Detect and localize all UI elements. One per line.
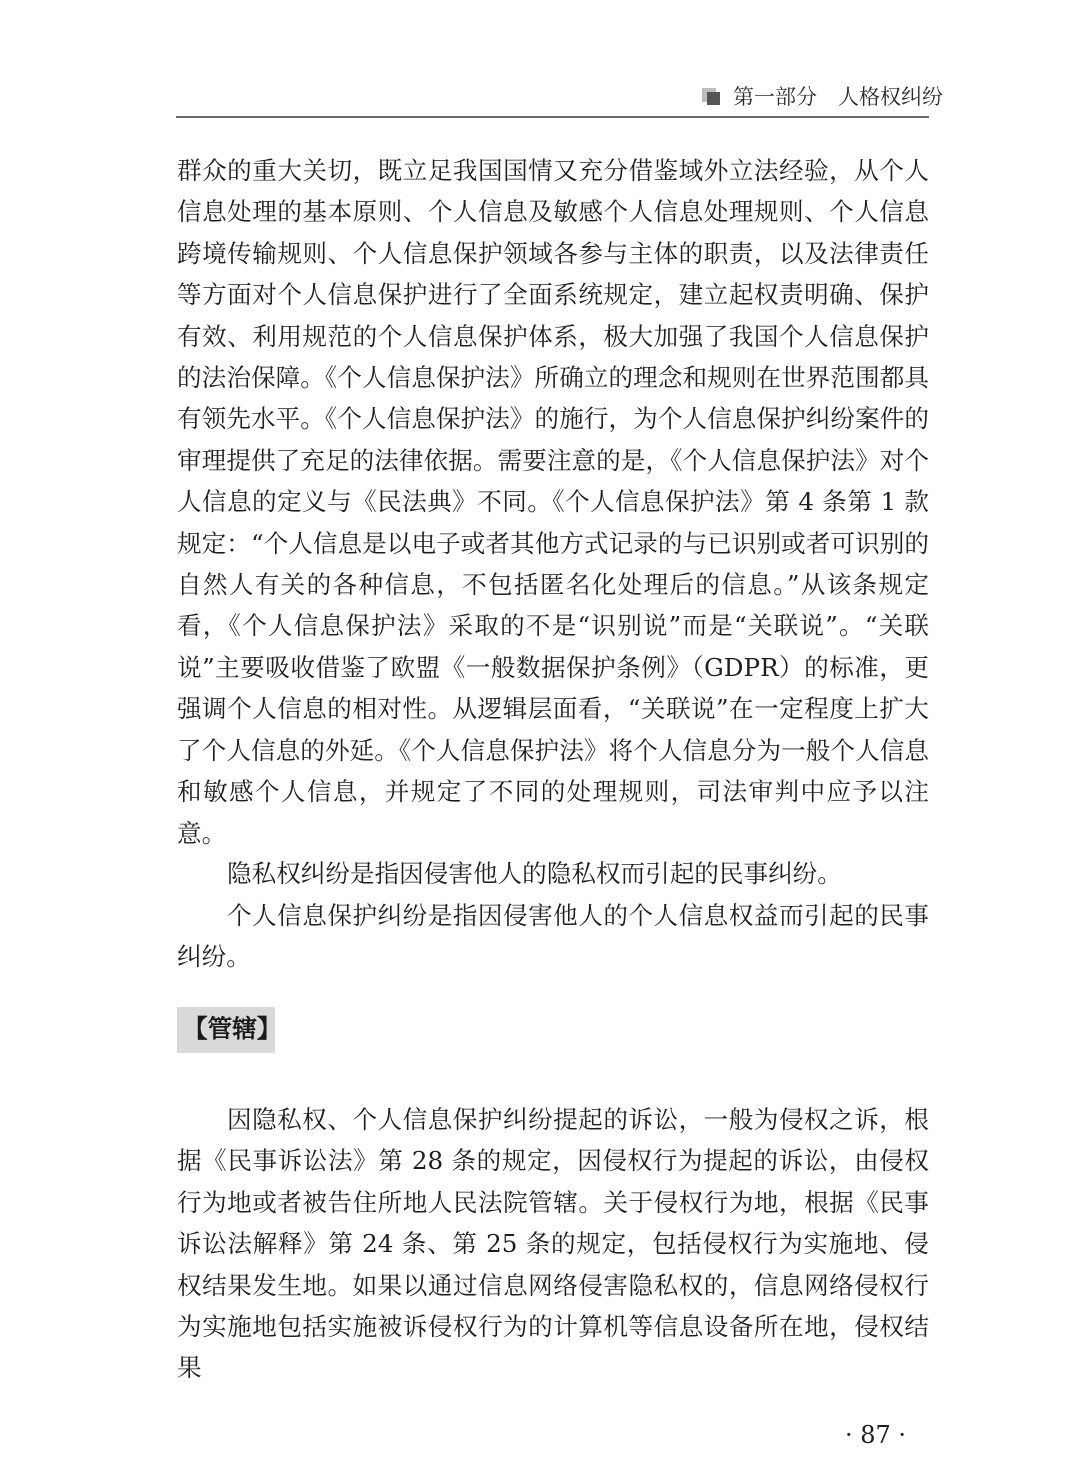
section-heading: 【管辖】 (183, 1014, 282, 1043)
header-title: 第一部分 人格权纠纷 (733, 85, 943, 109)
header-divider (176, 116, 929, 118)
body-paragraph-3: 个人信息保护纠纷是指因侵害他人的个人信息权益而引起的民事纠纷。 (177, 901, 929, 972)
page-number: · 87 · (845, 1421, 907, 1449)
body-paragraph-2: 隐私权纠纷是指因侵害他人的隐私权而引起的民事纠纷。 (227, 859, 842, 888)
header-square-icon (702, 88, 720, 106)
running-header (0, 80, 1080, 120)
body-paragraph-4: 因隐私权、个人信息保护纠纷提起的诉讼，一般为侵权之诉，根据《民事诉讼法》第 28 条的规定，因侵权行为提起的诉讼，由侵权行为地或者被告住所地人民法院管辖。关于侵权行为地，根据《民事诉讼法解释》第 24 条、第 25 条的规定，包括侵权行为实施地、侵权结果发生地。如果以通过信息网络侵害隐私权的，信息网络侵权行为实施地包括实施被诉侵权行为的计算机等信息设备所在地，侵权结果 (177, 1105, 929, 1383)
body-paragraph-1: 群众的重大关切，既立足我国国情又充分借鉴域外立法经验，从个人信息处理的基本原则、个人信息及敏感个人信息处理规则、个人信息跨境传输规则、个人信息保护领域各参与主体的职责，以及法律责任等方面对个人信息保护进行了全面系统规定，建立起权责明确、保护有效、利用规范的个人信息保护体系，极大加强了我国个人信息保护的法治保障。《个人信息保护法》所确立的理念和规则在世界范围都具有领先水平。《个人信息保护法》的施行，为个人信息保护纠纷案件的审理提供了充足的法律依据。需要注意的是，《个人信息保护法》对个人信息的定义与《民法典》不同。《个人信息保护法》第 4 条第 1 款规定：“个人信息是以电子或者其他方式记录的与已识别或者可识别的自然人有关的各种信息，不包括匿名化处理后的信息。”从该条规定看，《个人信息保护法》采取的不是“识别说”而是“关联说”。“关联说”主要吸收借鉴了欧盟《一般数据保护条例》（GDPR）的标准，更强调个人信息的相对性。从逻辑层面看，“关联说”在一定程度上扩大了个人信息的外延。《个人信息保护法》将个人信息分为一般个人信息和敏感个人信息，并规定了不同的处理规则，司法审判中应予以注意。 (177, 156, 929, 848)
